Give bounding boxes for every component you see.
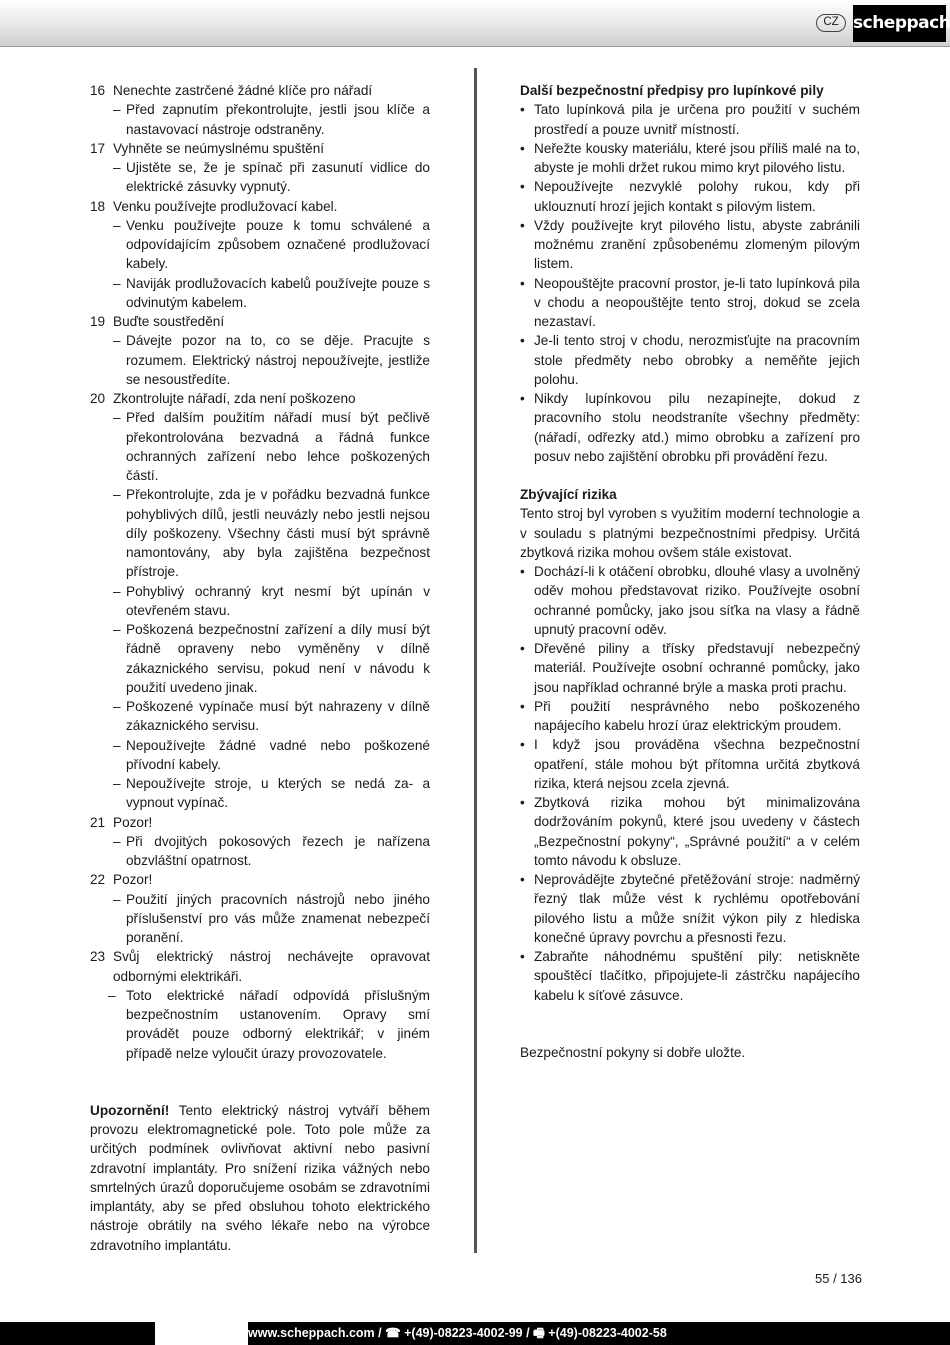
footer-contact-text: www.scheppach.com / ☎ +(49)-08223-4002-99 / 🖷 +(49)-08223-4002-58 (248, 1326, 667, 1340)
list-item: 19 Buďte soustředění (90, 314, 225, 329)
sub-item: – Pohyblivý ochranný kryt nesmí být upínán v otevřeném stavu. (113, 583, 430, 618)
sub-item: – Při dvojitých pokosových řezech je nařízena obzvláštní opatrnost. (113, 833, 430, 868)
sub-item: – Před zapnutím překontrolujte, jestli jsou klíče a nastavovací nástroje odstraněny. (113, 102, 430, 137)
emf-warning (90, 1101, 430, 1255)
sub-item: – Ujistěte se, že je spínač při zasunutí vidlice do elektrické zásuvky vypnutý. (113, 160, 430, 195)
sub-item: – Nepoužívejte stroje, u kterých se nedá za- a vypnout vypínač. (113, 776, 430, 811)
sub-item: – Poškozené vypínače musí být nahrazeny v dílně zákaznického servisu. (113, 699, 430, 734)
footer-contact (248, 1322, 798, 1345)
list-item: 18 Venku používejte prodlužovací kabel. (90, 198, 338, 214)
sub-item: – Poškozená bezpečnostní zařízení a díly musí být řádně opraveny nebo vyměněny v dílně zákaznického servisu, pokud není v návodu k použití uvedeno jinak. (113, 622, 430, 695)
closing-note: Bezpečnostní pokyny si dobře uložte. (520, 1044, 746, 1060)
bullet-item: • Nepoužívejte nezvyklé polohy rukou, kdy při uklouznutí hrozí jejich kontakt s pilovým listem. (520, 179, 860, 214)
sub-item: – Před dalším použitím nářadí musí být pečlivě překontrolována bezvadná a řádná funkce ochranných zařízení nebo lehce poškozených částí. (113, 410, 430, 483)
section-heading: Zbývající rizika (520, 487, 617, 502)
footer-gap (155, 1322, 248, 1345)
sub-item: – Venku používejte pouze k tomu schválené a odpovídajícím způsobem označené prodlužovací kabely. (113, 217, 430, 272)
column-divider (474, 68, 477, 1253)
sub-item: – Dávejte pozor na to, co se děje. Pracujte s rozumem. Elektrický nástroj nepoužívejte, jestliže se nesoustředíte. (113, 333, 430, 387)
sub-item: – Použití jiných pracovních nástrojů nebo jiného příslušenství pro vás může znamenat nebezpečí poranění. (113, 891, 430, 945)
list-item: 23 Svůj elektrický nástroj nechávejte opravovat odbornými elektrikáři. (90, 949, 430, 984)
header-bar (0, 0, 950, 47)
list-item: 16 Nenechte zastrčené žádné klíče pro nářadí (90, 83, 373, 98)
sub-item: – Překontrolujte, zda je v pořádku bezvadná funkce pohyblivých dílů, jestli neuvázly nebo jestli nejsou díly poškozeny. Všechny části musí být správně namontovány, aby byla zajištěna bezpečnost přístroje. (113, 487, 430, 580)
sub-item: – Naviják prodlužovacích kabelů používejte pouze s odvinutým kabelem. (113, 275, 430, 310)
section-heading: Další bezpečnostní předpisy pro lupínkové pily (520, 83, 824, 98)
bullet-item: • Dochází-li k otáčení obrobku, dlouhé vlasy a uvolněný oděv mohou představovat riziko. Používejte osobní ochranné pomůcky, jako jsou síťka na vlasy a řádně upnutý pracovní oděv. (520, 564, 860, 637)
right-column (520, 81, 860, 1062)
bullet-item: • Zabraňte náhodnému spuštění pily: netiskněte spouštěcí tlačítko, připojujete-li zástrčku napájecího kabelu k síťové zásuvce. (520, 949, 860, 1003)
bullet-item: • Neopouštějte pracovní prostor, je-li tato lupínková pila v chodu a neopouštějte tento stroj, dokud se zcela nezastaví. (520, 275, 860, 329)
left-column (90, 81, 430, 1255)
bullet-item: • Vždy používejte kryt pilového listu, abyste zabránili možnému zranění způsobenému zlomeným pilovým listem. (520, 217, 860, 272)
bullet-item: • Neprovádějte zbytečné přetěžování stroje: nadměrný řezný tlak může vést k rychlému opotřebování pilového listu a může snížit výkon pily z hlediska konečné úpravy povrchu a přesnosti řezu. (520, 872, 860, 945)
sub-item: – Nepoužívejte žádné vadné nebo poškozené přívodní kabely. (113, 737, 430, 772)
warning-text: Tento elektrický nástroj vytváří během provozu elektromagnetické pole. Toto pole může za určitých podmínek ovlivňovat aktivní nebo pasivní zdravotní implantáty. Pro snížení rizika vážných nebo smrtelných úrazů doporučujeme osobám se zdravotními implantáty, aby se před obsluhou tohoto elektrického nástroje obrátily na svého lékaře nebo na výrobce zdravotního implantátu. (90, 1102, 430, 1253)
list-item: 21 Pozor! (90, 814, 153, 830)
bullet-item: • Tato lupínková pila je určena pro použití v suchém prostředí a pouze uvnitř místností. (520, 102, 860, 137)
bullet-item: • Je-li tento stroj v chodu, nerozmisťujte na pracovním stole předměty nebo obrobky a neměňte jejich polohu. (520, 333, 860, 387)
bullet-item: • Neřežte kousky materiálu, které jsou příliš malé na to, abyste je mohli držet rukou mimo kryt pilového listu. (520, 140, 860, 175)
list-item: 22 Pozor! (90, 872, 153, 888)
bullet-item: • Při použití nesprávného nebo poškozeného napájecího kabelu hrozí úraz elektrickým proudem. (520, 698, 860, 733)
language-badge: CZ (816, 14, 846, 32)
bullet-item: • Zbytková rizika mohou být minimalizována dodržováním pokynů, které jsou uvedeny v částech „Bezpečnostní pokyny“, „Správné použití“ a v celém tomto návodu k obsluze. (520, 795, 860, 868)
bullet-item: • Dřevěné piliny a třísky představují nebezpečný materiál. Používejte osobní ochranné pomůcky, jako jsou například ochranné brýle a maska proti prachu. (520, 641, 860, 695)
bullet-item: • Nikdy lupínkovou pilu nezapínejte, dokud z pracovního stolu neodstraníte všechny předměty: (nářadí, odřezky atd.) mimo obrobku a zařízení pro posuv nebo zajištění obrobku při provádění řezu. (520, 391, 860, 464)
brand-logo: scheppach (853, 5, 946, 42)
page-number: 55 / 136 (815, 1271, 862, 1286)
section-intro: Tento stroj byl vyroben s využitím moderní technologie a v souladu s platnými bezpečnostními předpisy. Určitá zbytková rizika mohou ovšem stále existovat. (520, 506, 860, 560)
list-item: 17 Vyhněte se neúmyslnému spuštění (90, 140, 325, 156)
sub-item: – Toto elektrické nářadí odpovídá příslušným bezpečnostním ustanovením. Opravy smí provádět pouze odborný elektrikář; v jiném případě nelze vyloučit úrazy provozovatele. (108, 987, 430, 1061)
bullet-item: • I když jsou prováděna všechna bezpečnostní opatření, stále mohou být přítomna určitá zbytková rizika, která nejsou zcela zjevná. (520, 737, 860, 791)
list-item: 20 Zkontrolujte nářadí, zda není poškozeno (90, 391, 356, 406)
warning-label: Upozornění! (90, 1102, 170, 1118)
